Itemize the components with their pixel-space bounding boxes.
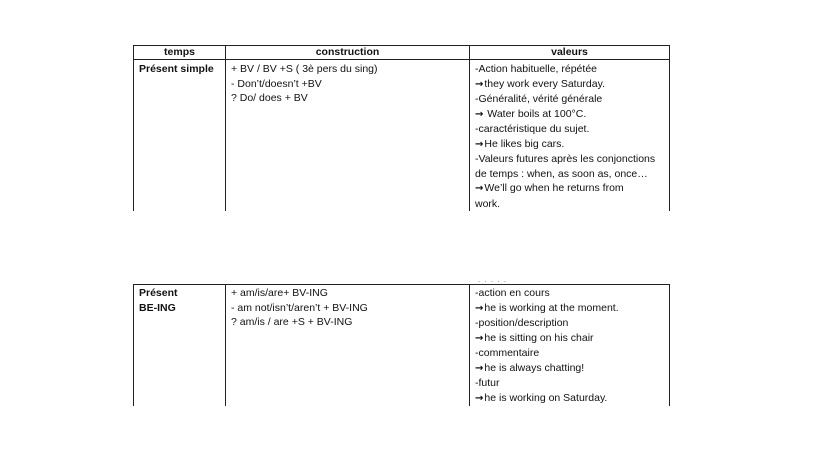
valeur-line — [475, 301, 664, 317]
valeur-text: work. — [475, 197, 501, 210]
valeur-text: he is sitting on his chair — [484, 331, 594, 344]
tense-name-line: BE-ING — [139, 301, 176, 314]
right-arrow-icon: → — [475, 78, 484, 90]
valeur-line — [475, 122, 664, 137]
valeur-text: -action en cours — [475, 287, 550, 299]
valeur-line — [475, 77, 664, 93]
construction-line: + BV / BV +S ( 3è pers du sing) — [231, 63, 378, 75]
valeur-line — [475, 137, 664, 153]
right-arrow-icon: → — [475, 362, 484, 374]
valeur-text: they work every Saturday. — [484, 77, 605, 90]
valeur-text: -futur — [475, 377, 500, 389]
construction-line: ? Do/ does + BV — [231, 92, 308, 104]
valeur-text: Water boils at 100°C. — [484, 107, 587, 120]
valeur-text: -caractéristique du sujet. — [475, 123, 590, 135]
valeur-line — [475, 107, 664, 123]
valeur-text: he is working on Saturday. — [484, 391, 608, 404]
valeur-line — [475, 316, 664, 331]
right-arrow-icon: → — [475, 302, 484, 314]
right-arrow-icon: → — [475, 183, 484, 194]
right-arrow-icon: → — [475, 138, 484, 150]
valeur-text: -Généralité, vérité générale — [475, 93, 603, 105]
tenses-table-present-be-ing — [133, 284, 670, 406]
valeur-text: We’ll go when he returns from — [484, 182, 624, 194]
construction-cell — [226, 285, 470, 407]
table-row — [134, 285, 670, 407]
valeur-line — [475, 152, 664, 167]
right-arrow-icon: → — [475, 108, 484, 120]
valeur-line — [475, 181, 664, 197]
construction-line: - Don’t/doesn’t +BV — [231, 77, 322, 90]
construction-line: + am/is/are+ BV-ING — [231, 287, 328, 299]
valeur-line — [475, 286, 664, 301]
tense-name-line: Présent — [139, 287, 178, 299]
tense-name — [134, 285, 226, 407]
valeur-line — [475, 376, 664, 391]
construction-line: ? am/is / are +S + BV-ING — [231, 316, 353, 328]
valeur-text: -commentaire — [475, 347, 540, 359]
valeur-line — [475, 361, 664, 377]
valeur-line — [475, 197, 664, 212]
valeur-line — [475, 62, 664, 77]
valeur-text: -Valeurs futures après les conjonctions — [475, 153, 656, 165]
cut-off-text-fragment: . . . . . — [478, 275, 508, 284]
tenses-table-present-simple — [133, 45, 670, 211]
right-arrow-icon: → — [475, 332, 484, 344]
valeur-line — [475, 346, 664, 361]
right-arrow-icon: → — [475, 392, 484, 404]
header-construction: construction — [226, 46, 470, 60]
construction-cell — [226, 60, 470, 212]
valeurs-cell — [470, 60, 670, 212]
tense-name: Présent simple — [134, 60, 226, 212]
header-valeurs: valeurs — [470, 46, 670, 60]
valeur-line — [475, 167, 664, 182]
valeur-text: he is always chatting! — [484, 361, 585, 374]
valeur-line — [475, 92, 664, 107]
valeur-line — [475, 331, 664, 347]
valeur-text: de temps : when, as soon as, once… — [475, 167, 648, 180]
table-row — [134, 60, 670, 212]
valeur-text: He likes big cars. — [484, 137, 565, 150]
valeurs-cell — [470, 285, 670, 407]
valeur-text: he is working at the moment. — [484, 301, 619, 314]
table-header-row — [134, 46, 670, 60]
valeur-text: -position/description — [475, 317, 569, 329]
valeur-line — [475, 391, 664, 407]
header-temps: temps — [134, 46, 226, 60]
valeur-text: -Action habituelle, répétée — [475, 63, 597, 75]
construction-line: - am not/isn’t/aren’t + BV-ING — [231, 301, 368, 314]
